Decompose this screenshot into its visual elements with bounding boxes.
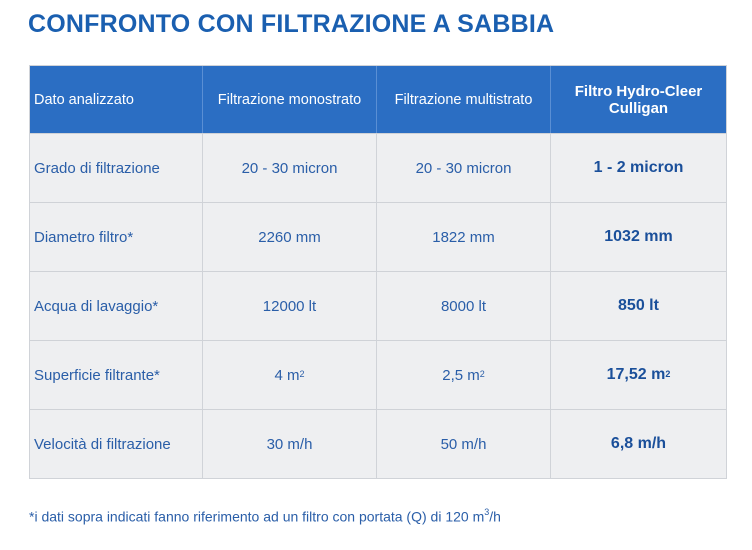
- cell-monostrato: [202, 341, 376, 409]
- cell-multistrato: 8000 lt: [376, 272, 550, 340]
- cell-hydro-cleer: [550, 341, 726, 409]
- row-label: Diametro filtro*: [34, 228, 134, 246]
- cell-monostrato: 2260 mm: [202, 203, 376, 271]
- table-row: [30, 133, 726, 202]
- row-label: Acqua di lavaggio*: [34, 297, 159, 315]
- value-text: 4 m: [274, 366, 300, 384]
- page-title: CONFRONTO CON FILTRAZIONE A SABBIA: [28, 10, 555, 38]
- unit-superscript: 2: [299, 369, 305, 379]
- cell-multistrato: [376, 341, 550, 409]
- cell-hydro-cleer: 6,8 m/h: [550, 410, 726, 478]
- cell-multistrato: 1822 mm: [376, 203, 550, 271]
- table-row: [30, 202, 726, 271]
- cell-multistrato: 20 - 30 micron: [376, 134, 550, 202]
- table-row: [30, 340, 726, 409]
- value-text: 2,5 m: [442, 366, 480, 384]
- table-row: [30, 271, 726, 340]
- cell-hydro-cleer: 1 - 2 micron: [550, 134, 726, 202]
- footnote-text: *i dati sopra indicati fanno riferimento ad un filtro con portata (Q) di 120 m: [29, 508, 485, 525]
- cell-monostrato: 20 - 30 micron: [202, 134, 376, 202]
- footnote-superscript: 3: [484, 507, 490, 517]
- table-header-row: [30, 66, 726, 133]
- header-dato-analizzato: Dato analizzato: [34, 91, 134, 108]
- comparison-table: [29, 65, 727, 479]
- cell-monostrato: 30 m/h: [202, 410, 376, 478]
- cell-hydro-cleer: 1032 mm: [550, 203, 726, 271]
- header-filtro-hydro-cleer: Filtro Hydro-Cleer Culligan: [550, 66, 726, 133]
- unit-superscript: 2: [479, 369, 485, 379]
- cell-monostrato: 12000 lt: [202, 272, 376, 340]
- footnote: [29, 508, 501, 525]
- value-text: 17,52 m: [606, 366, 666, 383]
- row-label: Superficie filtrante*: [34, 366, 160, 384]
- table-row: [30, 409, 726, 478]
- header-filtrazione-multistrato: Filtrazione multistrato: [376, 66, 550, 133]
- row-label: Grado di filtrazione: [34, 159, 160, 177]
- row-label: Velocità di filtrazione: [34, 435, 171, 453]
- cell-hydro-cleer: 850 lt: [550, 272, 726, 340]
- unit-superscript: 2: [665, 369, 671, 379]
- cell-multistrato: 50 m/h: [376, 410, 550, 478]
- footnote-tail: /h: [489, 508, 501, 525]
- header-filtrazione-monostrato: Filtrazione monostrato: [202, 66, 376, 133]
